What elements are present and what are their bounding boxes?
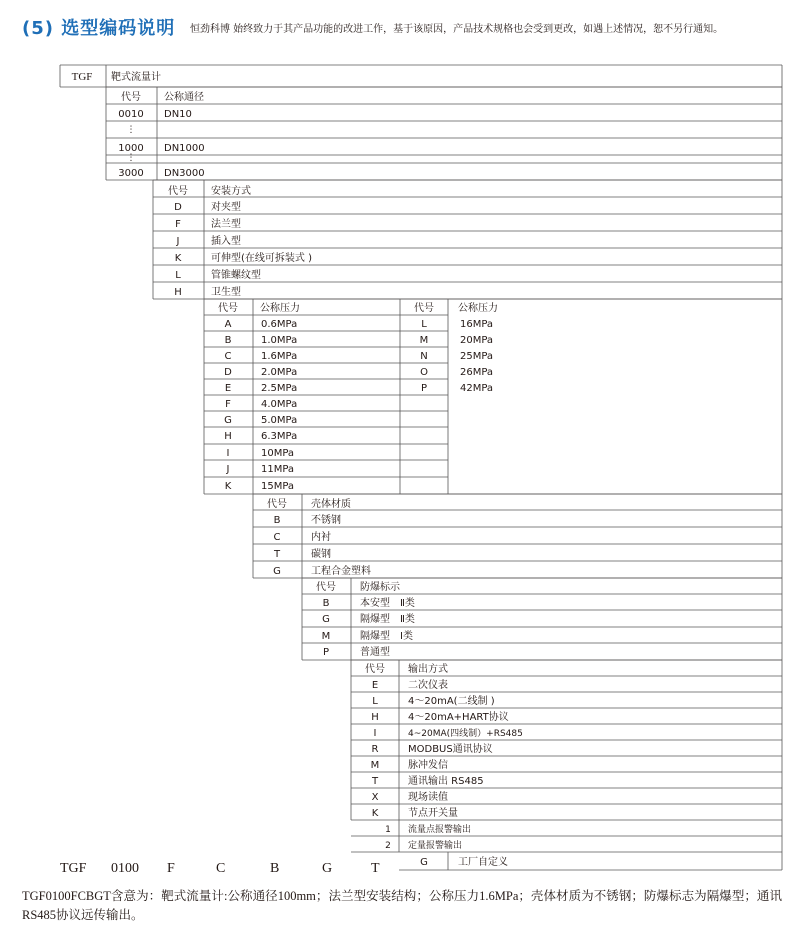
- explosion-desc: 普通型: [360, 647, 390, 658]
- material-desc: 内衬: [311, 532, 331, 543]
- pressure-code: E: [224, 383, 232, 394]
- explosion-code: M: [321, 631, 331, 642]
- diameter-code: 1000: [118, 143, 144, 154]
- pressure-desc: 42MPa: [460, 383, 494, 394]
- install-desc: 可伸型(在线可拆装式 ): [211, 253, 312, 264]
- install-code: K: [174, 253, 182, 264]
- model-name: 靶式流量计: [111, 72, 161, 83]
- example-code-install: F: [167, 861, 175, 876]
- pressure-desc: 15MPa: [261, 481, 295, 492]
- install-code: L: [175, 270, 181, 281]
- output-desc: 4～20mA(二线制 ): [408, 696, 495, 707]
- diameter-desc: DN1000: [164, 143, 205, 154]
- pressure-desc-header-2: 公称压力: [458, 303, 498, 314]
- diameter-code: 3000: [118, 168, 144, 179]
- diameter-desc: DN3000: [164, 168, 205, 179]
- pressure-code: K: [224, 481, 232, 492]
- material-code: B: [273, 515, 281, 526]
- material-code: C: [273, 532, 281, 543]
- pressure-desc: 26MPa: [460, 367, 494, 378]
- explosion-desc: 本安型 Ⅱ类: [360, 598, 415, 609]
- pressure-desc: 25MPa: [460, 351, 494, 362]
- diameter-code-header: 代号: [121, 92, 141, 103]
- pressure-desc: 0.6MPa: [261, 319, 298, 330]
- ellipsis-marker: ⋮: [126, 125, 136, 135]
- pressure-code: A: [224, 319, 232, 330]
- output-desc: 现场读值: [408, 792, 448, 803]
- page-title: (5) 选型编码说明: [22, 18, 176, 39]
- install-code: D: [174, 202, 182, 213]
- output-sub-desc: 流量点报警输出: [408, 825, 472, 835]
- model-code: TGF: [71, 71, 93, 83]
- install-code: J: [176, 236, 180, 247]
- material-desc: 工程合金塑料: [311, 566, 371, 577]
- example-code-output: T: [371, 861, 380, 876]
- pressure-code: G: [224, 415, 232, 426]
- output-desc: 通讯输出 RS485: [408, 776, 484, 787]
- pressure-desc: 1.0MPa: [261, 335, 298, 346]
- diameter-code: 0010: [118, 109, 144, 120]
- pressure-desc: 2.0MPa: [261, 367, 298, 378]
- output-code: R: [371, 744, 379, 755]
- pressure-desc: 6.3MPa: [261, 431, 298, 442]
- material-desc: 碳钢: [311, 549, 331, 560]
- output-desc: 4～20mA+HART协议: [408, 712, 509, 723]
- output-code: I: [373, 728, 377, 739]
- custom-code: G: [420, 857, 428, 868]
- pressure-code: N: [420, 351, 428, 362]
- pressure-code: F: [225, 399, 231, 410]
- install-desc: 法兰型: [211, 219, 241, 230]
- pressure-code: P: [420, 383, 428, 394]
- pressure-code: C: [224, 351, 232, 362]
- material-code: G: [273, 566, 281, 577]
- pressure-desc: 2.5MPa: [261, 383, 298, 394]
- output-sub-code: 2: [385, 841, 391, 851]
- material-code: T: [273, 549, 281, 560]
- pressure-desc: 20MPa: [460, 335, 494, 346]
- output-code: T: [371, 776, 379, 787]
- install-desc: 对夹型: [211, 202, 241, 213]
- diameter-desc: DN10: [164, 109, 192, 120]
- output-code: M: [370, 760, 380, 771]
- explosion-code: P: [322, 647, 330, 658]
- pressure-code: D: [224, 367, 232, 378]
- disclaimer-note: 恒劲科博 始终致力于其产品功能的改进工作，基于该原因，产品技术规格也会受到更改，如遇上述情况，恕不另行通知。: [190, 24, 724, 35]
- pressure-desc: 5.0MPa: [261, 415, 298, 426]
- output-desc: 脉冲发信: [408, 760, 448, 771]
- custom-desc: 工厂自定义: [458, 857, 508, 868]
- pressure-code: J: [226, 464, 230, 475]
- example-code-material-pressure: C: [216, 861, 226, 876]
- pressure-code-header: 代号: [218, 303, 238, 314]
- install-desc: 管锥螺纹型: [211, 270, 261, 281]
- explosion-code: B: [322, 598, 330, 609]
- explosion-desc-header: 防爆标示: [360, 582, 400, 593]
- install-desc: 卫生型: [211, 287, 241, 298]
- pressure-desc: 10MPa: [261, 448, 295, 459]
- explosion-desc: 隔爆型 Ⅰ类: [360, 631, 413, 642]
- pressure-desc: 11MPa: [261, 464, 295, 475]
- output-code: K: [371, 808, 379, 819]
- install-desc: 插入型: [211, 236, 241, 247]
- output-code-header: 代号: [365, 664, 385, 675]
- install-code: H: [174, 287, 182, 298]
- output-desc-header: 输出方式: [408, 664, 448, 675]
- output-code: X: [371, 792, 379, 803]
- pressure-desc: 4.0MPa: [261, 399, 298, 410]
- example-code-explosion: G: [322, 861, 333, 876]
- material-desc-header: 壳体材质: [311, 499, 351, 510]
- install-code: F: [175, 219, 181, 230]
- output-desc: MODBUS通讯协议: [408, 744, 493, 755]
- example-meaning: TGF0100FCBGT含意为：靶式流量计:公称通径100mm；法兰型安装结构；公称压力1.6MPa；壳体材质为不锈钢；防爆标志为隔爆型；通讯RS485协议远传输出。: [22, 889, 782, 922]
- output-code: H: [371, 712, 379, 723]
- material-code-header: 代号: [267, 499, 287, 510]
- pressure-code: O: [420, 367, 428, 378]
- output-desc: 4~20MA(四线制）+RS485: [408, 729, 523, 739]
- pressure-code-header-2: 代号: [414, 303, 434, 314]
- pressure-code: B: [224, 335, 232, 346]
- output-sub-desc: 定量报警输出: [408, 841, 463, 851]
- ellipsis-marker: ⋮: [126, 153, 136, 163]
- example-code-diameter: 0100: [111, 861, 139, 876]
- pressure-desc: 16MPa: [460, 319, 494, 330]
- output-desc: 节点开关量: [408, 808, 458, 819]
- explosion-desc: 隔爆型 Ⅱ类: [360, 614, 415, 625]
- pressure-code: I: [226, 448, 230, 459]
- diameter-desc-header: 公称通径: [164, 92, 204, 103]
- output-code: L: [372, 696, 378, 707]
- explosion-code: G: [322, 614, 330, 625]
- install-code-header: 代号: [168, 186, 188, 197]
- pressure-desc-header: 公称压力: [260, 303, 300, 314]
- pressure-code: M: [419, 335, 429, 346]
- pressure-code: L: [421, 319, 427, 330]
- output-sub-code: 1: [385, 825, 391, 835]
- example-code-row: [0, 861, 800, 881]
- output-desc: 二次仪表: [408, 680, 448, 691]
- example-code-model: TGF: [60, 861, 87, 876]
- pressure-desc: 1.6MPa: [261, 351, 298, 362]
- pressure-code: H: [224, 431, 232, 442]
- material-desc: 不锈钢: [311, 515, 341, 526]
- example-code-material: B: [270, 861, 280, 876]
- install-desc-header: 安装方式: [211, 186, 251, 197]
- table-cells: [72, 70, 523, 868]
- output-code: E: [371, 680, 379, 691]
- explosion-code-header: 代号: [316, 582, 336, 593]
